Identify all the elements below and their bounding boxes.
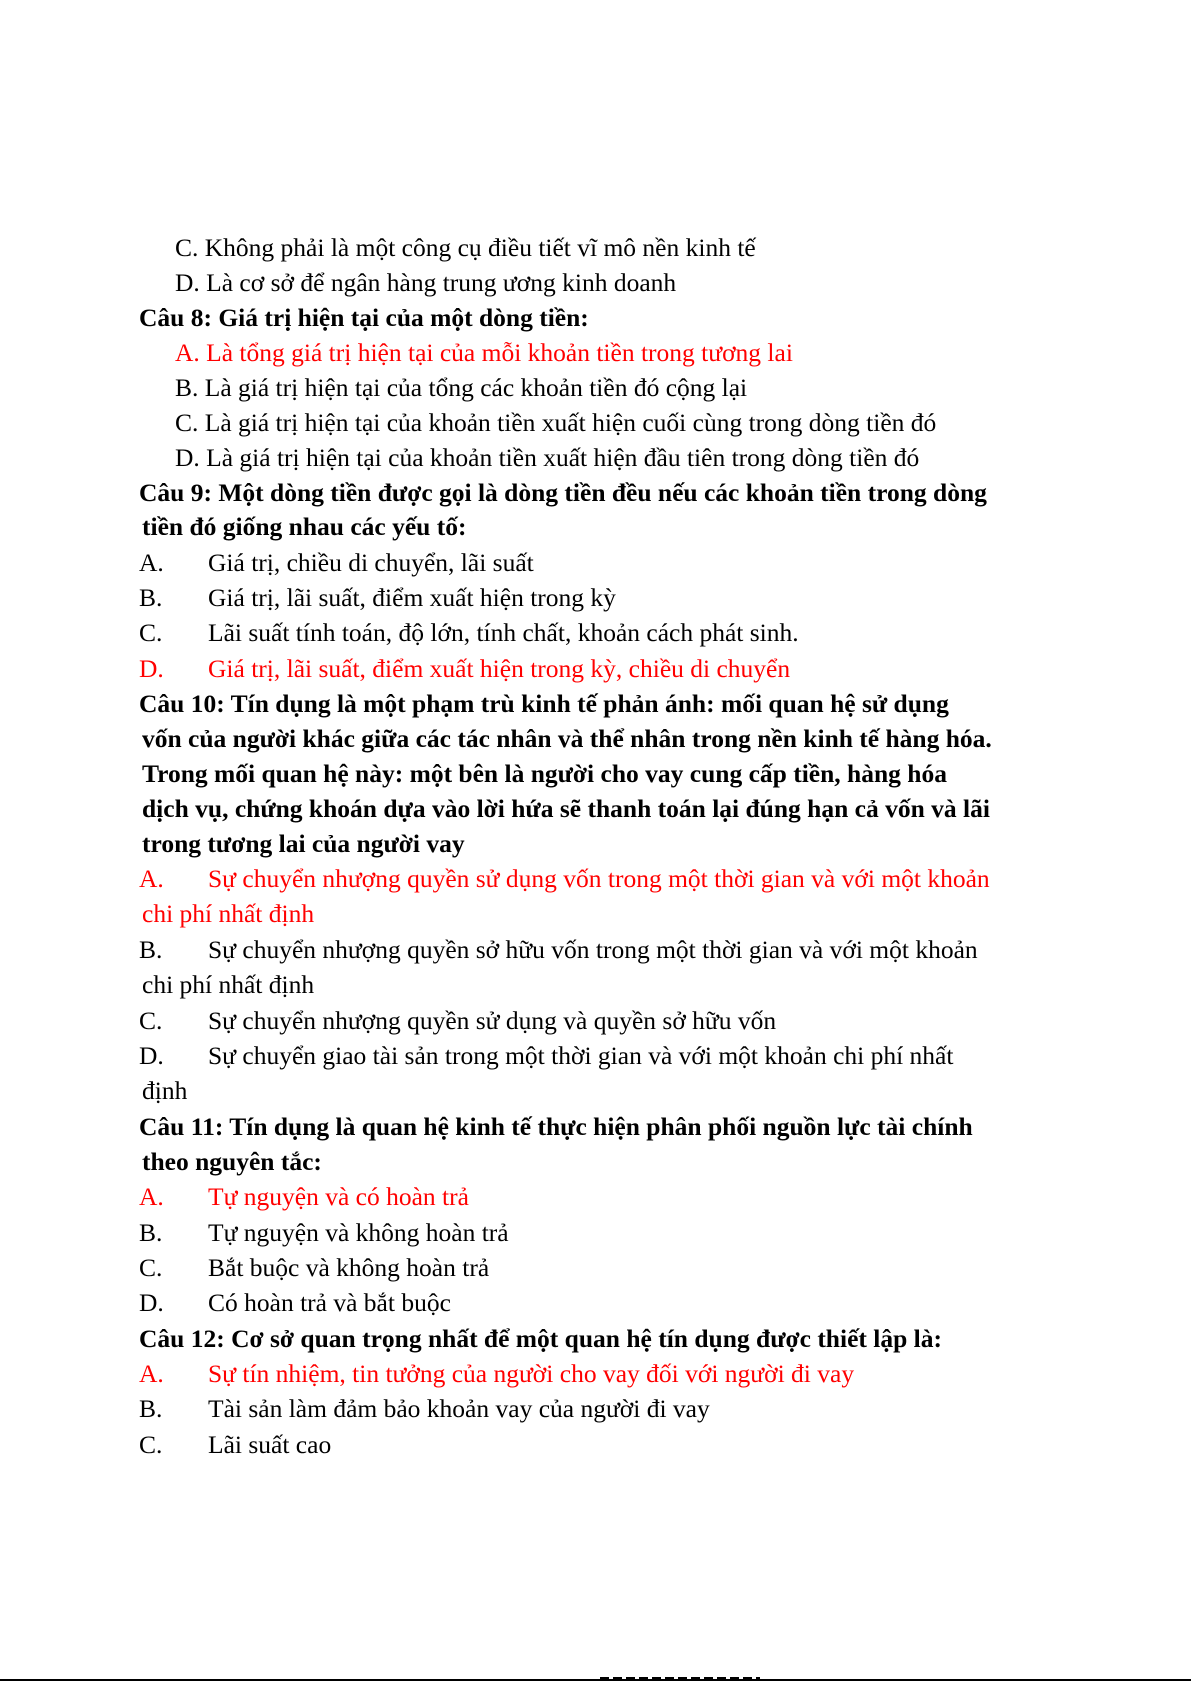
option-letter: C. xyxy=(139,1253,163,1282)
option-text: Có hoàn trả và bắt buộc xyxy=(208,1288,451,1317)
option-letter: B. xyxy=(139,1394,163,1423)
question-10-heading-line5: trong tương lai của người vay xyxy=(142,829,465,858)
option-text: Tự nguyện và không hoàn trả xyxy=(208,1218,509,1247)
option-letter: B. xyxy=(139,583,163,612)
question-10-heading-line4: dịch vụ, chứng khoán dựa vào lời hứa sẽ thanh toán lại đúng hạn cả vốn và lãi xyxy=(142,794,990,823)
question-10-heading-line2: vốn của người khác giữa các tác nhân và thể nhân trong nền kinh tế hàng hóa. xyxy=(142,724,992,753)
q8-option-d: D. Là giá trị hiện tại của khoản tiền xuất hiện đầu tiên trong dòng tiền đó xyxy=(175,443,920,472)
option-text: Sự chuyển giao tài sản trong một thời gian và với một khoản chi phí nhất xyxy=(208,1041,954,1070)
q10-option-d-continuation: định xyxy=(142,1076,188,1105)
option-letter: A. xyxy=(139,1182,164,1211)
question-12-heading: Câu 12: Cơ sở quan trọng nhất để một quan hệ tín dụng được thiết lập là: xyxy=(139,1324,942,1353)
option-letter: C. xyxy=(139,1006,163,1035)
option-text: Sự chuyển nhượng quyền sử dụng và quyền sở hữu vốn xyxy=(208,1006,777,1035)
question-10-heading-line1: Câu 10: Tín dụng là một phạm trù kinh tế phản ánh: mối quan hệ sử dụng xyxy=(139,689,949,718)
q7-option-d: D. Là cơ sở để ngân hàng trung ương kinh doanh xyxy=(175,268,677,297)
q8-option-b: B. Là giá trị hiện tại của tổng các khoản tiền đó cộng lại xyxy=(175,373,748,402)
question-10-heading-line3: Trong mối quan hệ này: một bên là người cho vay cung cấp tiền, hàng hóa xyxy=(142,759,947,788)
option-text: Tự nguyện và có hoàn trả xyxy=(208,1182,469,1211)
question-11-heading-line2: theo nguyên tắc: xyxy=(142,1147,322,1176)
option-text: Bắt buộc và không hoàn trả xyxy=(208,1253,490,1282)
option-letter: C. xyxy=(139,618,163,647)
option-letter: B. xyxy=(139,1218,163,1247)
option-text: Tài sản làm đảm bảo khoản vay của người đi vay xyxy=(208,1394,710,1423)
question-9-heading-line2: tiền đó giống nhau các yếu tố: xyxy=(142,512,467,541)
option-letter: A. xyxy=(139,864,164,893)
option-letter: C. xyxy=(139,1430,163,1459)
page-bottom-dash xyxy=(600,1677,760,1680)
q8-option-a-correct: A. Là tổng giá trị hiện tại của mỗi khoản tiền trong tương lai xyxy=(175,338,793,367)
option-letter: D. xyxy=(139,654,164,683)
page-bottom-rule xyxy=(0,1679,1191,1681)
q10-option-a-continuation: chi phí nhất định xyxy=(142,899,315,928)
question-9-heading-line1: Câu 9: Một dòng tiền được gọi là dòng tiền đều nếu các khoản tiền trong dòng xyxy=(139,478,987,507)
option-text: Lãi suất cao xyxy=(208,1430,332,1459)
question-8-heading: Câu 8: Giá trị hiện tại của một dòng tiền: xyxy=(139,303,589,332)
option-text: Sự tín nhiệm, tin tưởng của người cho vay đối với người đi vay xyxy=(208,1359,855,1388)
q10-option-b-continuation: chi phí nhất định xyxy=(142,970,315,999)
option-letter: D. xyxy=(139,1041,164,1070)
question-11-heading-line1: Câu 11: Tín dụng là quan hệ kinh tế thực hiện phân phối nguồn lực tài chính xyxy=(139,1112,973,1141)
option-letter: B. xyxy=(139,935,163,964)
option-letter: A. xyxy=(139,1359,164,1388)
option-text: Giá trị, chiều di chuyển, lãi suất xyxy=(208,548,534,577)
option-letter: D. xyxy=(139,1288,164,1317)
option-text: Giá trị, lãi suất, điểm xuất hiện trong kỳ xyxy=(208,583,616,612)
option-text: Lãi suất tính toán, độ lớn, tính chất, khoản cách phát sinh. xyxy=(208,618,799,647)
option-text: Sự chuyển nhượng quyền sở hữu vốn trong một thời gian và với một khoản xyxy=(208,935,978,964)
option-letter: A. xyxy=(139,548,164,577)
q8-option-c: C. Là giá trị hiện tại của khoản tiền xuất hiện cuối cùng trong dòng tiền đó xyxy=(175,408,937,437)
option-text: Giá trị, lãi suất, điểm xuất hiện trong kỳ, chiều di chuyển xyxy=(208,654,791,683)
q7-option-c: C. Không phải là một công cụ điều tiết vĩ mô nền kinh tế xyxy=(175,233,756,262)
option-text: Sự chuyển nhượng quyền sử dụng vốn trong một thời gian và với một khoản xyxy=(208,864,990,893)
